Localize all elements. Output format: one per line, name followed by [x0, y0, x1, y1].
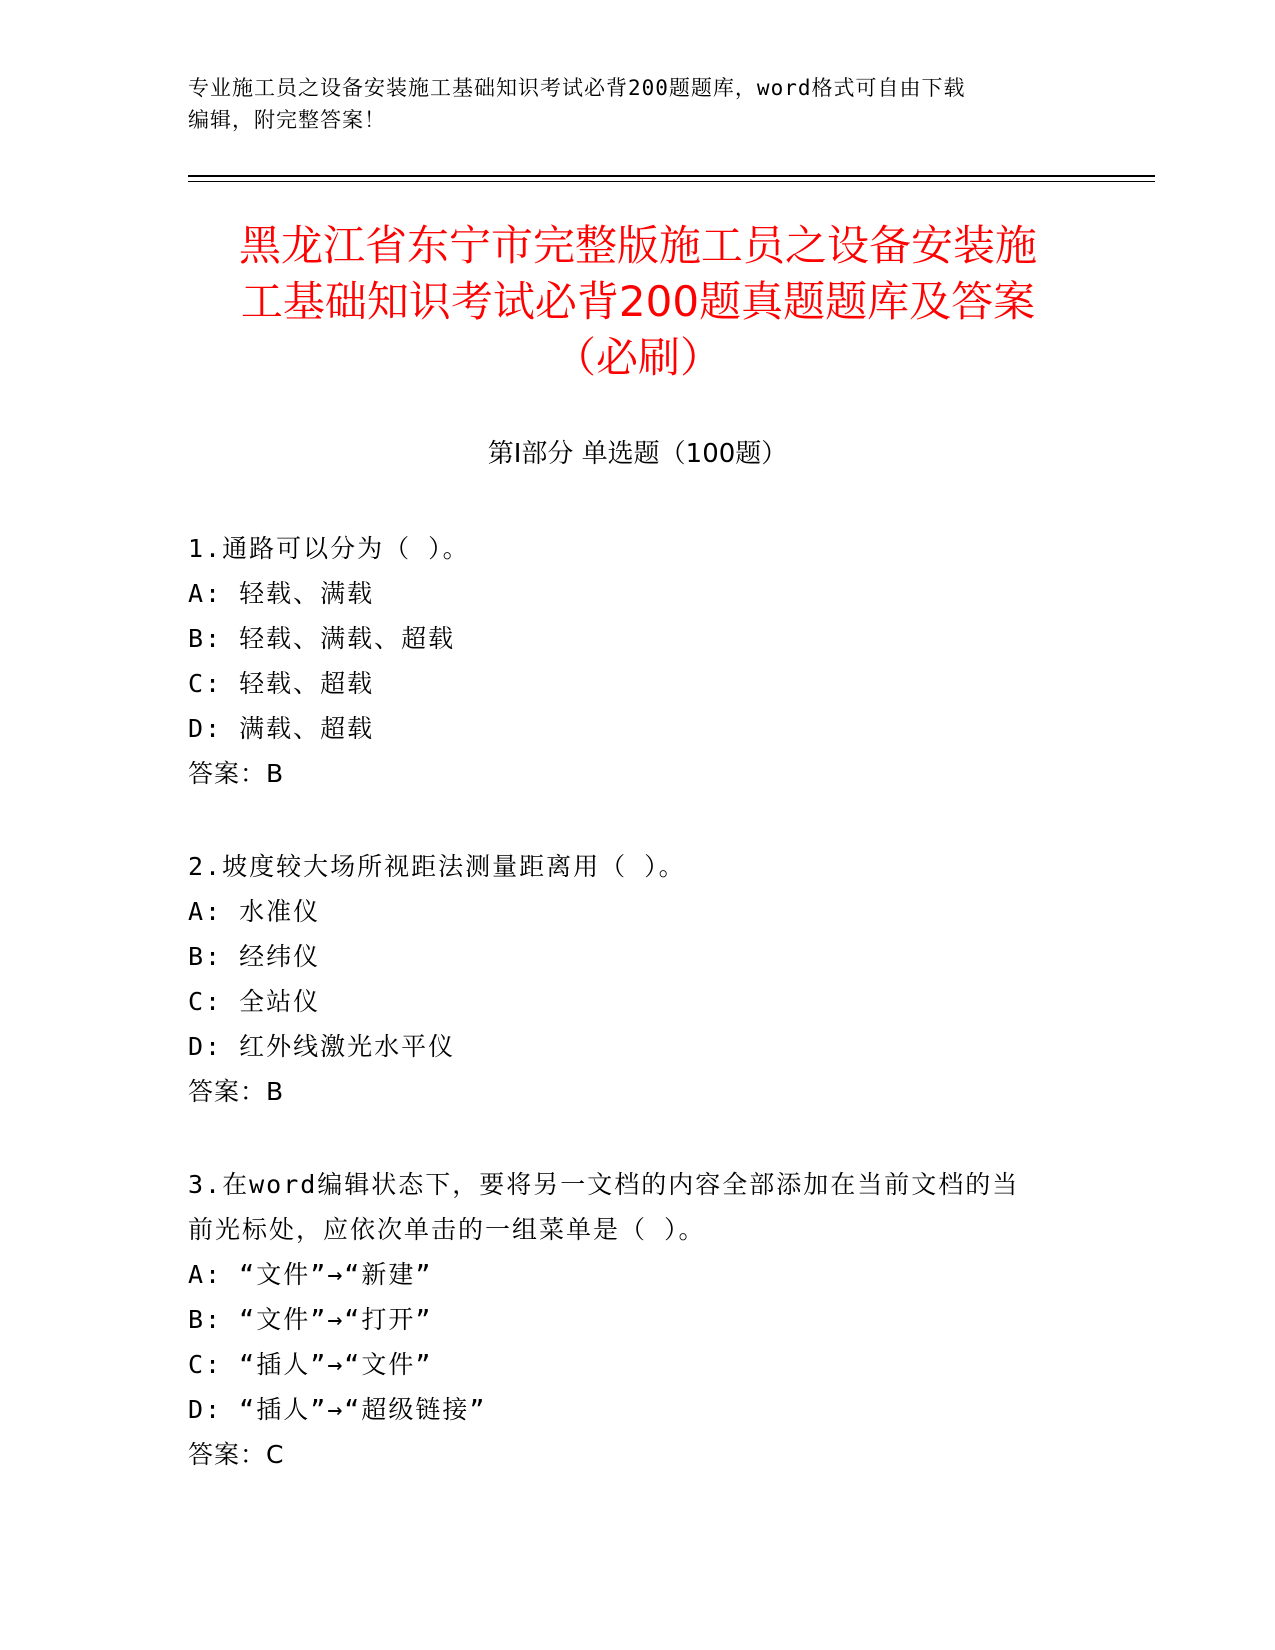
question-2-option-a: A: 水准仪 — [188, 897, 321, 926]
question-3-text-line-1: 3.在word编辑状态下，要将另一文档的内容全部添加在当前文档的当 — [188, 1170, 1020, 1199]
question-1-option-d: D: 满载、超载 — [188, 714, 375, 743]
title-line-3: （必刷） — [553, 333, 722, 382]
title-line-2: 工基础知识考试必背200题真题题库及答案 — [240, 277, 1036, 326]
question-1 — [188, 526, 1088, 796]
question-3-option-b: B: “文件”→“打开” — [188, 1305, 433, 1334]
question-1-text: 1.通路可以分为（ ）。 — [188, 534, 470, 563]
question-1-option-b: B: 轻载、满载、超载 — [188, 624, 456, 653]
question-2-text: 2.坡度较大场所视距法测量距离用（ ）。 — [188, 852, 686, 881]
question-2 — [188, 844, 1088, 1114]
question-3-option-c: C: “插人”→“文件” — [188, 1350, 433, 1379]
question-3-option-d: D: “插人”→“超级链接” — [188, 1395, 487, 1424]
question-3-text-line-2: 前光标处，应依次单击的一组菜单是（ ）。 — [188, 1215, 706, 1244]
title-line-1: 黑龙江省东宁市完整版施工员之设备安装施 — [238, 221, 1037, 270]
question-2-option-d: D: 红外线激光水平仪 — [188, 1032, 456, 1061]
question-2-option-b: B: 经纬仪 — [188, 942, 321, 971]
header-note — [188, 72, 1088, 136]
header-divider-thick — [188, 175, 1155, 177]
header-divider-thin — [188, 181, 1155, 182]
question-3-option-a: A: “文件”→“新建” — [188, 1260, 433, 1289]
question-3-answer: 答案：C — [188, 1440, 285, 1469]
header-note-line-2: 编辑，附完整答案！ — [188, 108, 386, 132]
header-note-line-1: 专业施工员之设备安装施工基础知识考试必背200题题库，word格式可自由下载 — [188, 76, 966, 100]
document-title — [188, 218, 1088, 386]
question-3 — [188, 1162, 1088, 1477]
question-1-option-a: A: 轻载、满载 — [188, 579, 375, 608]
question-2-answer: 答案：B — [188, 1077, 285, 1106]
question-1-answer: 答案：B — [188, 759, 285, 788]
section-heading: 第I部分 单选题（100题） — [487, 439, 788, 469]
question-2-option-c: C: 全站仪 — [188, 987, 321, 1016]
question-1-option-c: C: 轻载、超载 — [188, 669, 375, 698]
